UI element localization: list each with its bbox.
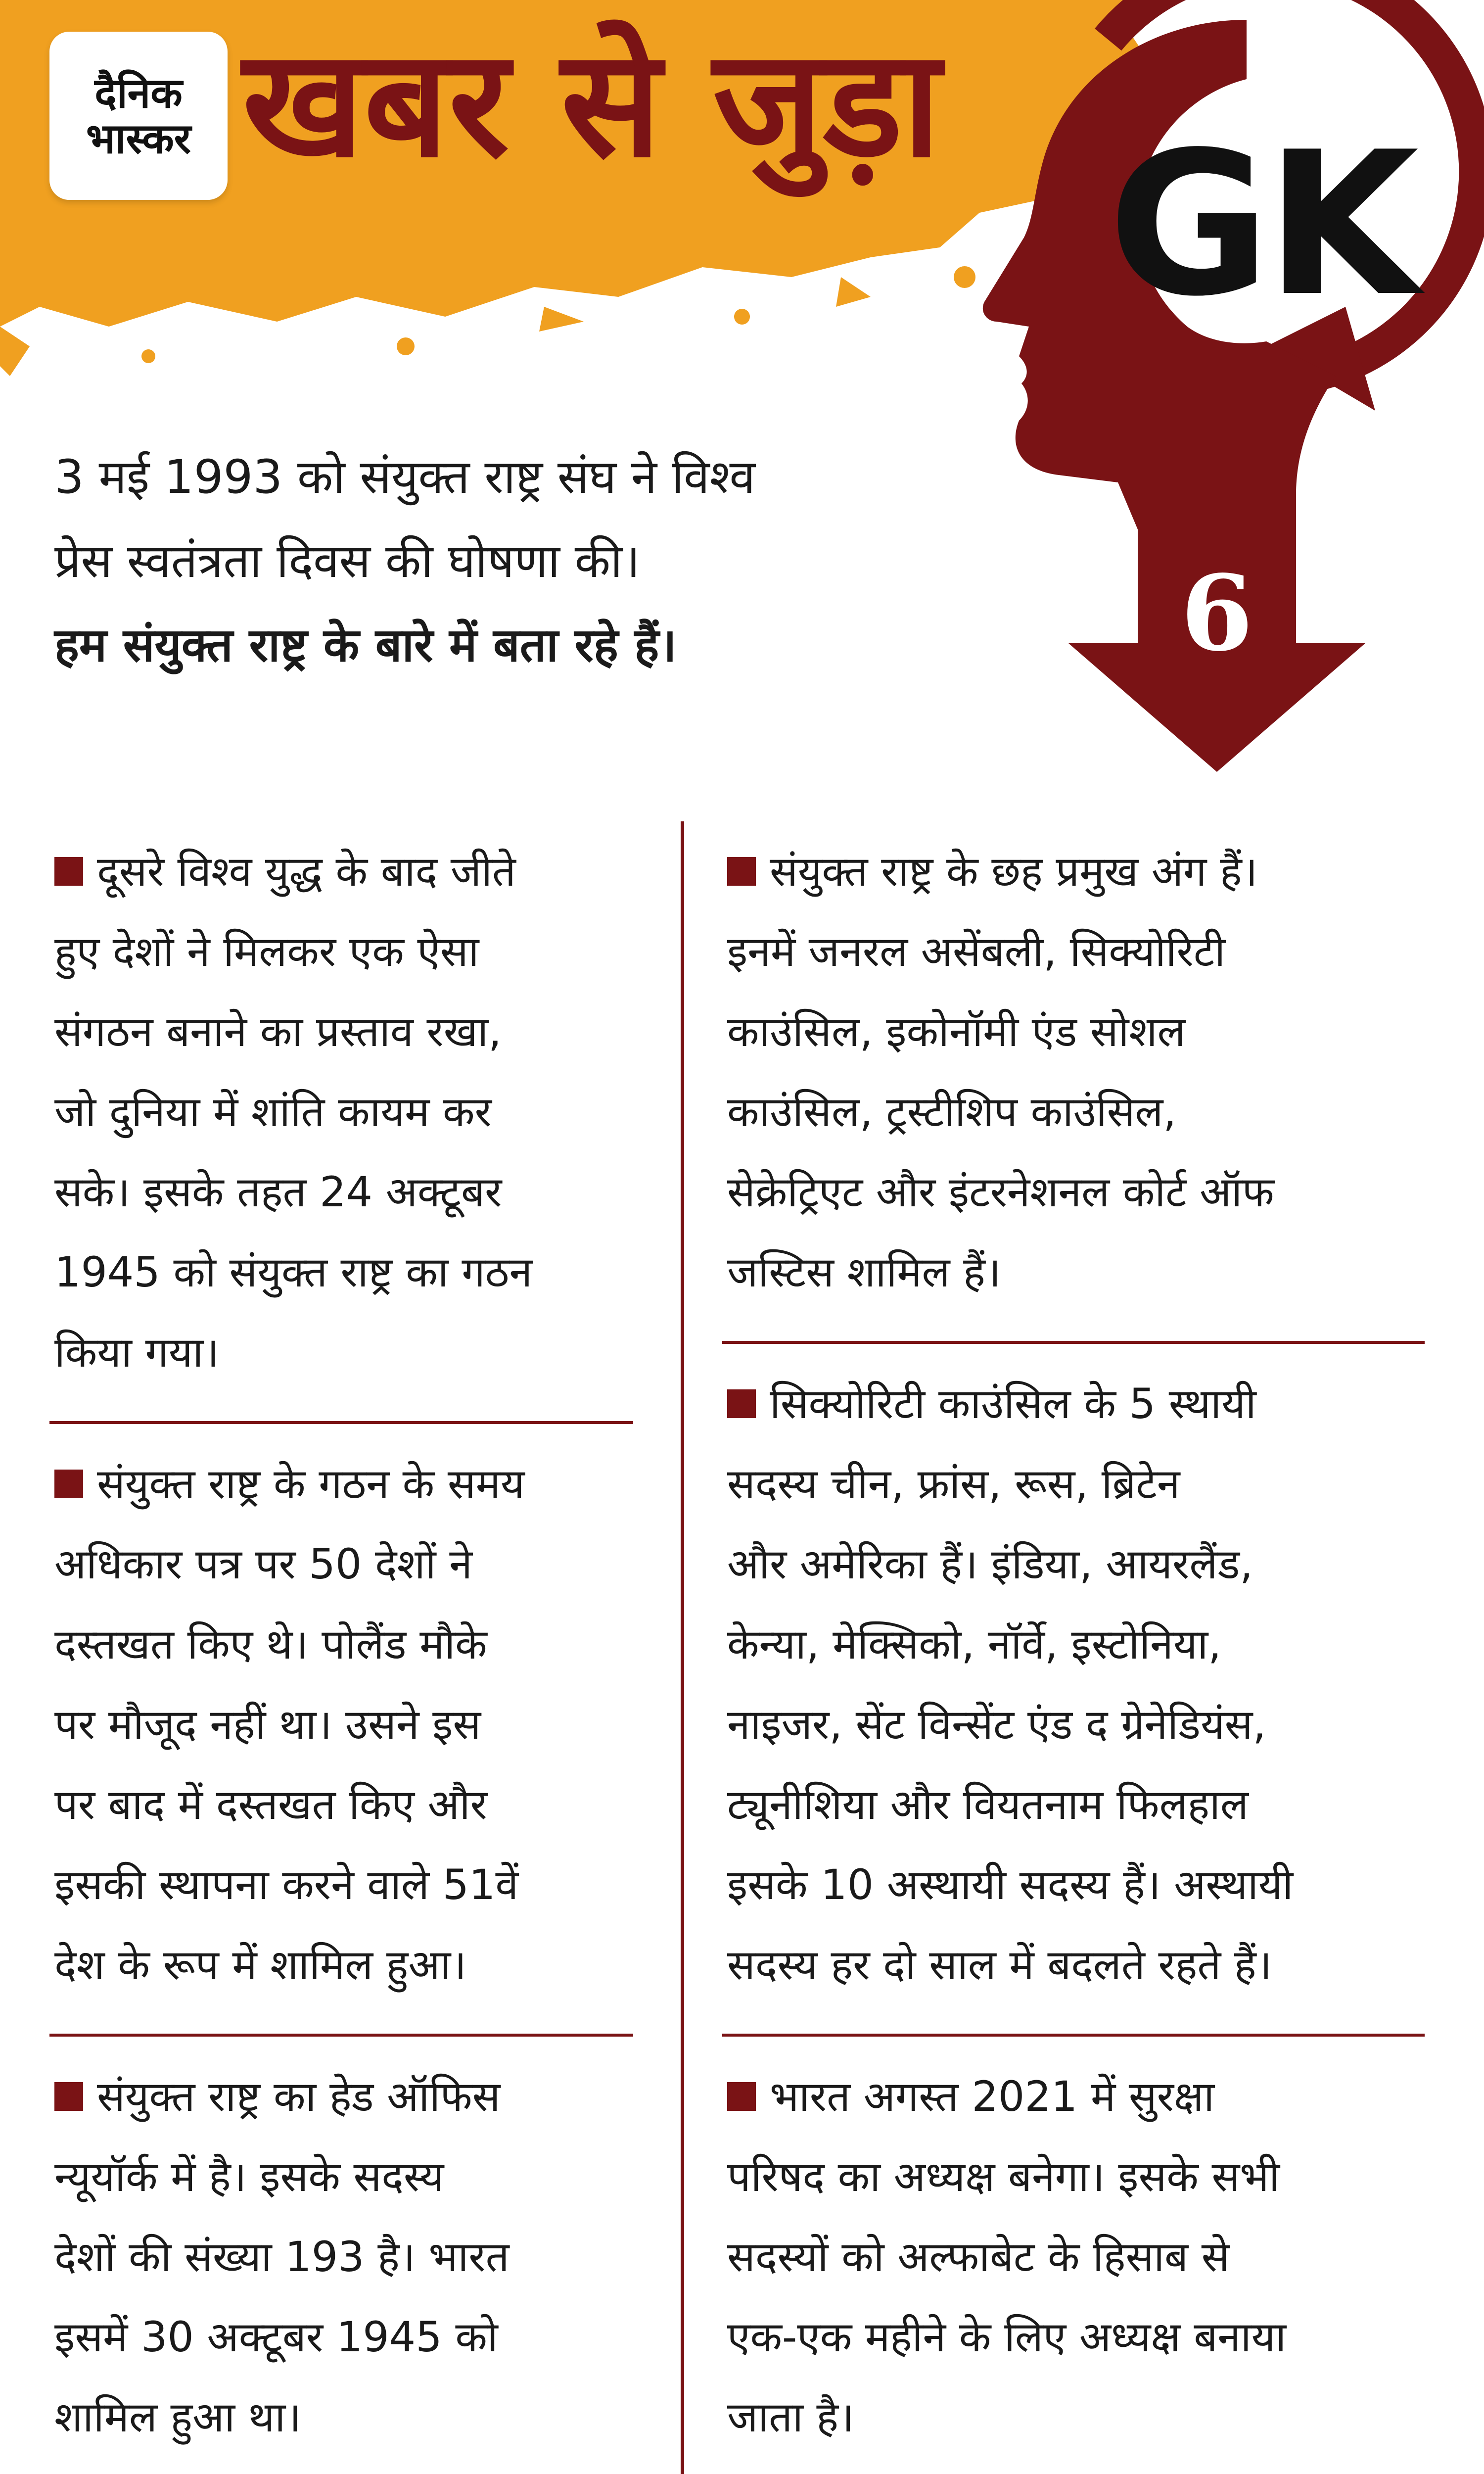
fact-line: एक-एक महीने के लिए अध्यक्ष बनाया	[727, 2313, 1287, 2361]
fact-line	[54, 1444, 628, 1524]
square-bullet-icon	[727, 857, 756, 886]
left-column	[49, 811, 633, 2474]
fact-line: पर बाद में दस्तखत किए और	[54, 1780, 487, 1829]
intro-line-3: हम संयुक्त राष्ट्र के बारे में बता रहे हैं।	[54, 618, 677, 672]
fact-line: नाइजर, सेंट विन्सेंट एंड द ग्रेनेडियंस,	[727, 1700, 1266, 1749]
logo-text-line1: दैनिक	[94, 69, 183, 117]
fact-line: 1945 को संयुक्त राष्ट्र का गठन	[54, 1248, 533, 1296]
right-column	[722, 811, 1425, 2474]
square-bullet-icon	[727, 1389, 756, 1418]
fact-item	[722, 811, 1425, 1344]
fact-line: देश के रूप में शामिल हुआ।	[54, 1941, 467, 1989]
fact-line: हुए देशों ने मिलकर एक ऐसा	[54, 927, 479, 976]
fact-item	[49, 1424, 633, 2037]
fact-line	[727, 831, 1420, 911]
intro-text	[54, 435, 984, 688]
fact-line: परिषद का अध्यक्ष बनेगा। इसके सभी	[727, 2152, 1280, 2201]
header-banner	[0, 0, 1484, 772]
fact-line: काउंसिल, ट्रस्टीशिप काउंसिल,	[727, 1088, 1177, 1136]
fact-line: अधिकार पत्र पर 50 देशों ने	[54, 1540, 472, 1588]
fact-text: सिक्योरिटी काउंसिल के 5 स्थायी	[770, 1380, 1256, 1428]
square-bullet-icon	[54, 2082, 83, 2111]
fact-line: संगठन बनाने का प्रस्ताव रखा,	[54, 1007, 502, 1056]
square-bullet-icon	[54, 1470, 83, 1498]
fact-line: सदस्य हर दो साल में बदलते रहते हैं।	[727, 1941, 1272, 1989]
fact-line: केन्या, मेक्सिको, नॉर्वे, इस्टोनिया,	[727, 1620, 1221, 1668]
fact-line	[727, 2056, 1420, 2137]
fact-line	[727, 1364, 1420, 1444]
fact-text: संयुक्त राष्ट्र का हेड ऑफिस	[97, 2072, 501, 2121]
fact-line: जस्टिस शामिल हैं।	[727, 1248, 1001, 1296]
fact-line: सदस्य चीन, फ्रांस, रूस, ब्रिटेन	[727, 1460, 1180, 1508]
fact-line: ट्यूनीशिया और वियतनाम फिलहाल	[727, 1780, 1249, 1829]
fact-line: सदस्यों को अल्फाबेट के हिसाब से	[727, 2233, 1230, 2281]
fact-line: शामिल हुआ था।	[54, 2393, 301, 2441]
fact-text: दूसरे विश्व युद्ध के बाद जीते	[97, 847, 516, 896]
square-bullet-icon	[727, 2082, 756, 2111]
fact-line: जाता है।	[727, 2393, 854, 2441]
fact-text: संयुक्त राष्ट्र के छह प्रमुख अंग हैं।	[770, 847, 1258, 896]
fact-line: किया गया।	[54, 1328, 220, 1377]
fact-line: न्यूयॉर्क में है। इसके सदस्य	[54, 2152, 444, 2201]
logo-text-line2: भास्कर	[86, 114, 191, 163]
fact-item	[722, 2037, 1425, 2474]
intro-line-2: प्रेस स्वतंत्रता दिवस की घोषणा की।	[54, 534, 640, 588]
square-bullet-icon	[54, 857, 83, 886]
fact-text: भारत अगस्त 2021 में सुरक्षा	[770, 2072, 1215, 2121]
fact-line: दस्तखत किए थे। पोलैंड मौके	[54, 1620, 487, 1668]
fact-line: सके। इसके तहत 24 अक्टूबर	[54, 1168, 502, 1216]
fact-line: इसके 10 अस्थायी सदस्य हैं। अस्थायी	[727, 1860, 1294, 1909]
fact-line: जो दुनिया में शांति कायम कर	[54, 1088, 492, 1136]
intro-line-1: 3 मई 1993 को संयुक्त राष्ट्र संघ ने विश्व	[54, 450, 755, 504]
fact-item	[49, 2037, 633, 2474]
fact-line: इनमें जनरल असेंबली, सिक्योरिटी	[727, 927, 1225, 976]
dainik-bhaskar-logo[interactable]	[49, 32, 228, 200]
column-divider	[681, 821, 684, 2474]
fact-item	[722, 1344, 1425, 2037]
fact-line: इसमें 30 अक्टूबर 1945 को	[54, 2313, 498, 2361]
fact-line	[54, 831, 628, 911]
headline: खबर से जुड़ा	[242, 17, 941, 190]
fact-line: देशों की संख्या 193 है। भारत	[54, 2233, 510, 2281]
fact-line: इसकी स्थापना करने वाले 51वें	[54, 1860, 519, 1909]
gk-label: GK	[1108, 110, 1414, 340]
fact-text: संयुक्त राष्ट्र के गठन के समय	[97, 1460, 525, 1508]
fact-line: काउंसिल, इकोनॉमी एंड सोशल	[727, 1007, 1186, 1056]
fact-line	[54, 2056, 628, 2137]
fact-line: सेक्रेट्रिएट और इंटरनेशनल कोर्ट ऑफ	[727, 1168, 1274, 1216]
series-number: 6	[1180, 552, 1253, 674]
fact-line: और अमेरिका हैं। इंडिया, आयरलैंड,	[727, 1540, 1253, 1588]
fact-item	[49, 811, 633, 1424]
fact-line: पर मौजूद नहीं था। उसने इस	[54, 1700, 481, 1749]
